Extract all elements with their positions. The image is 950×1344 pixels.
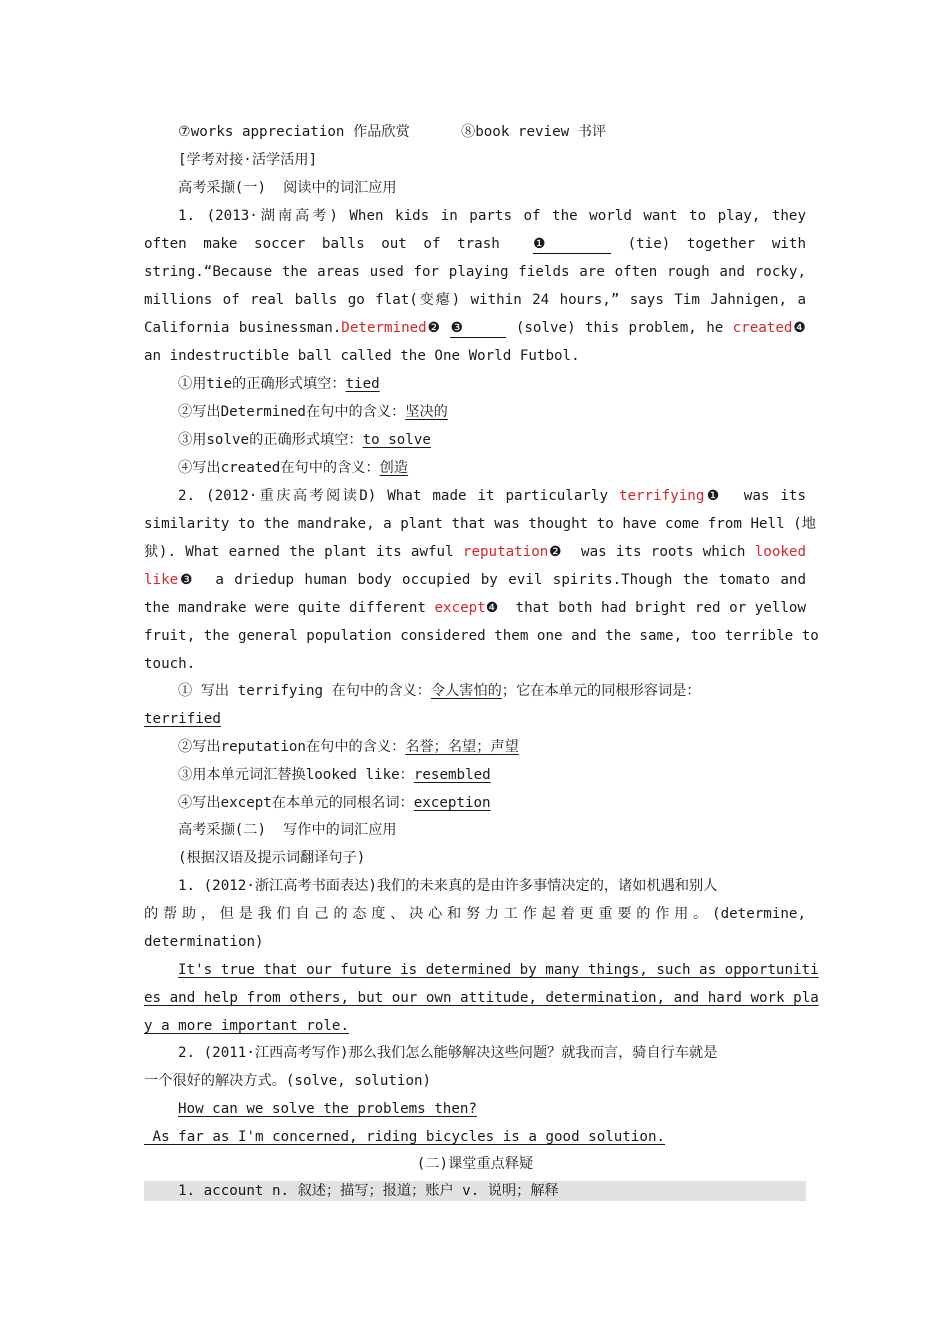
q1-line4: millions of real balls go flat(变瘪) within 24 hours,” says Tim Jahnigen, a <box>144 292 806 308</box>
q1-answer-4: ④写出created在句中的含义：创造 <box>178 460 409 476</box>
q2-answer-2: ②写出reputation在句中的含义：名誉；名望；声望 <box>178 739 519 755</box>
book-review: ⑧book review 书评 <box>461 124 607 140</box>
p2q2-answer-1: How can we solve the problems then? <box>178 1101 477 1117</box>
word-determined: Determined <box>341 320 427 336</box>
q2-line2: similarity to the mandrake, a plant that was thought to have come from Hell (地 <box>144 516 816 532</box>
q2-line6: fruit, the general population considered them one and the same, too terrible to <box>144 628 819 644</box>
q2-line4: like❸ a driedup human body occupied by evil spirits.Though the tomato and <box>144 572 806 588</box>
p2q1-line3: determination) <box>144 934 264 950</box>
p2q2-line1: 2. (2011·江西高考写作)那么我们怎么能够解决这些问题？就我而言，骑自行车就是 <box>178 1045 718 1061</box>
section2-item-1: 1. account n. 叙述；描写；报道；账户 v. 说明；解释 <box>144 1181 806 1201</box>
q1-answer-1: ①用tie的正确形式填空：tied <box>178 376 380 392</box>
word-except: except <box>434 600 486 616</box>
p2q1-line1: 1. (2012·浙江高考书面表达)我们的未来真的是由许多事情决定的，诸如机遇和别人 <box>178 878 718 894</box>
word-reputation: reputation <box>462 544 549 560</box>
word-created: created <box>732 320 793 336</box>
q2-answer-4: ④写出except在本单元的同根名词：exception <box>178 795 491 811</box>
word-looked: looked <box>754 544 806 560</box>
q1-line6: an indestructible ball called the One World Futbol. <box>144 348 580 364</box>
part1-heading: 高考采撷(一) 阅读中的词汇应用 <box>178 180 397 196</box>
q2-line5: the mandrake were quite different except❹ that both had bright red or yellow <box>144 600 806 616</box>
q1-line1: 1. (2013·湖南高考) When kids in parts of the world want to play, they <box>178 208 806 224</box>
word-terrifying: terrifying <box>618 488 705 504</box>
q1-answer-3: ③用solve的正确形式填空：to solve <box>178 432 431 448</box>
top-terms <box>178 122 806 142</box>
part2-instruction: (根据汉语及提示词翻译句子) <box>178 850 366 866</box>
p2q1-answer-3: y a more important role. <box>144 1018 349 1034</box>
q1-answer-2: ②写出Determined在句中的含义：坚决的 <box>178 404 448 420</box>
q1-line3: string.“Because the areas used for playing fields are often rough and rocky, <box>144 264 806 280</box>
q2-line3: 狱). What earned the plant its awful reputation❷ was its roots which looked <box>144 544 806 560</box>
marker-4: ❹ <box>792 320 806 336</box>
section-label: [学考对接·活学活用] <box>178 152 318 168</box>
p2q1-line2: 的帮助，但是我们自己的态度、决心和努力工作起着更重要的作用。(determine, <box>144 906 806 922</box>
p2q2-line2: 一个很好的解决方式。(solve, solution) <box>144 1073 432 1089</box>
p2q1-answer-1: It's true that our future is determined by many things, such as opportuniti <box>178 962 819 978</box>
q2-answer-1b: terrified <box>144 711 221 727</box>
works-appreciation: ⑦works appreciation 作品欣赏 <box>178 124 410 140</box>
q1-line5: California businessman.Determined❷ ❸ (solve) this problem, he created❹ <box>144 320 806 336</box>
q2-line7: touch. <box>144 656 196 672</box>
p2q2-answer-2: As far as I'm concerned, riding bicycles is a good solution. <box>144 1129 666 1145</box>
q1-line2: often make soccer balls out of trash ❶ (tie) together with <box>144 236 806 252</box>
word-like: like <box>144 572 179 588</box>
marker-2: ❷ <box>426 320 442 336</box>
q2-answer-3: ③用本单元词汇替换looked like：resembled <box>178 767 491 783</box>
q1-blank-1: ❶ <box>533 235 611 254</box>
q2-line1: 2. (2012·重庆高考阅读D) What made it particularly terrifying❶ was its <box>178 488 806 504</box>
part2-heading: 高考采撷(二) 写作中的词汇应用 <box>178 822 397 838</box>
q1-blank-3: ❸ <box>450 319 506 338</box>
p2q1-answer-2: es and help from others, but our own attitude, determination, and hard work pla <box>144 990 819 1006</box>
section2-title: (二)课堂重点释疑 <box>416 1156 534 1172</box>
q2-answer-1: ① 写出 terrifying 在句中的含义：令人害怕的；它在本单元的同根形容词是： <box>178 683 701 699</box>
